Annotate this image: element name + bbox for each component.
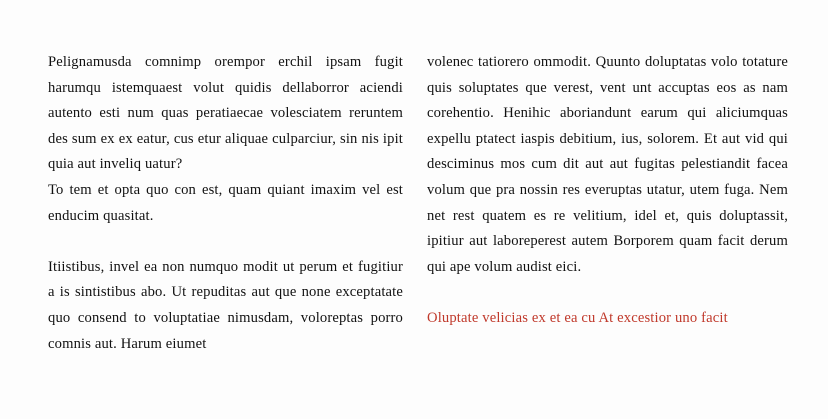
two-column-layout bbox=[48, 50, 788, 357]
left-column bbox=[48, 50, 403, 357]
paragraph: To tem et opta quo con est, quam quiant imaxim vel est enducim quasitat. bbox=[48, 181, 403, 224]
right-column bbox=[427, 50, 788, 357]
accent-caption: Oluptate velicias ex et ea cu At excestior uno facit bbox=[427, 309, 728, 326]
paragraph: Itiistibus, invel ea non numquo modit ut perum et fugitiur a is sintistibus abo. Ut repuditas aut que none exceptatate quo consend to voluptatiae nimusdam, voloreptas porro comnis aut. Harum eiumet bbox=[48, 258, 403, 352]
paragraph: Pelignamusda comnimp orempor erchil ipsam fugit harumqu istemquaest volut quidis dellaborror aciendi autento esti num quas peratiaecae volesciatem reruntem des sum ex ex eatur, cus etur aliquae culparciur, sin nis ipit quia aut inveliq uatur? bbox=[48, 54, 403, 173]
paragraph: volenec tatiorero ommodit. Quunto doluptatas volo totature quis soluptates que verest, vent unt accuptas eos as nam corehentio. Henihic aboriandunt earum qui aliciumquas expellu ptatect iaspis debitium, ius, solorem. Et aut vid qui desciminus mos cum dit aut aut fugitas pelestiandit facea volum que pra nossin res everuptas utatur, utem fuga. Nem net rest quatem es re velitium, idel et, quis doluptassit, ipitiur aut laboreperest autem Borporem quam facit derum qui ape volum audist eici. bbox=[427, 54, 788, 275]
